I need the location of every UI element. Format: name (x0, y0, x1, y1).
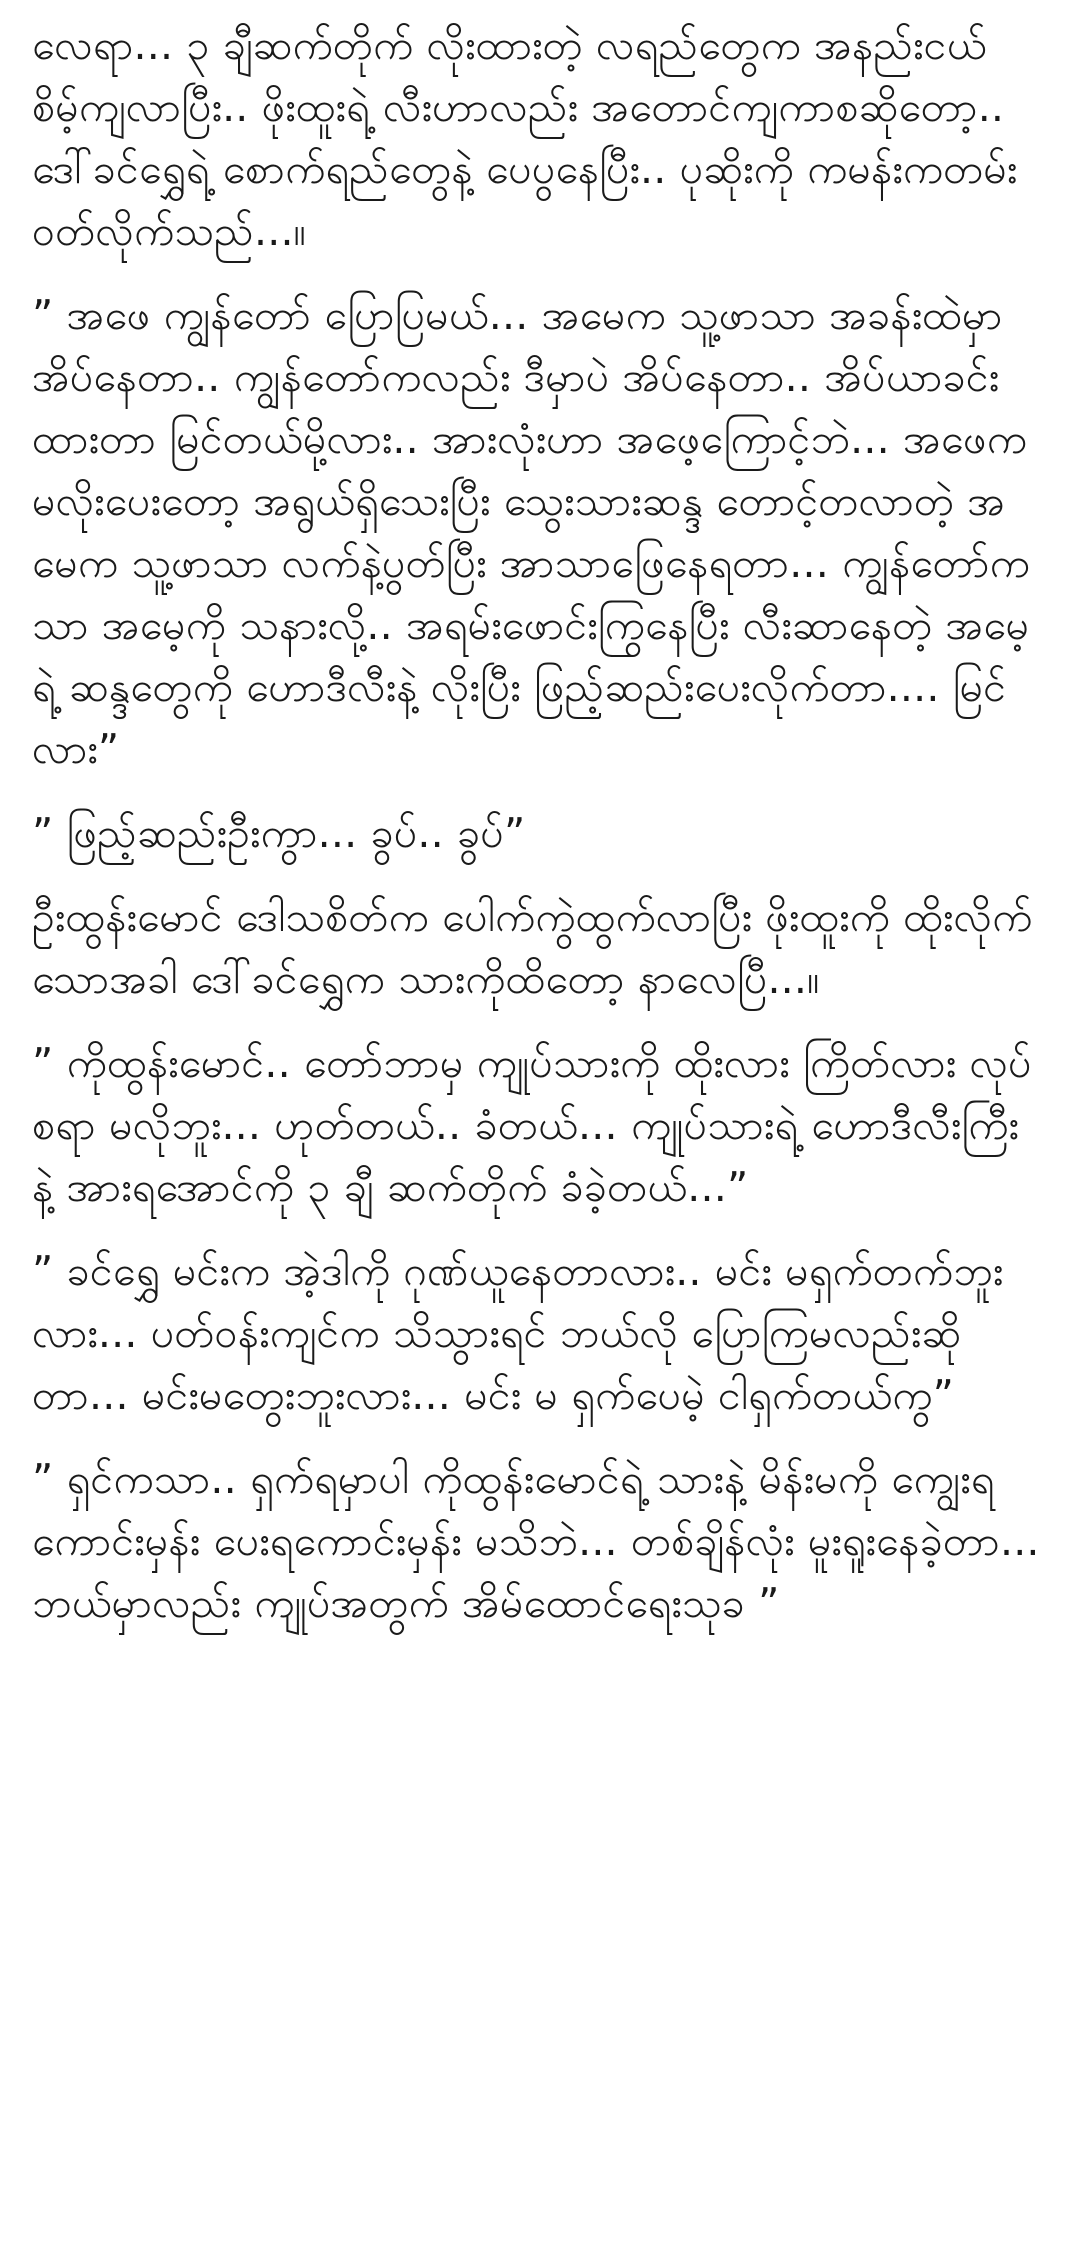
story-paragraph-3: ” ဖြည့်ဆည်းဦးကွာ... ခွပ်.. ခွပ်” (32, 809, 526, 857)
story-paragraph-5: ” ကိုထွန်းမောင်.. တော်ဘာမှ ကျုပ်သားကို ထိုးလား ကြိတ်လား လုပ်စရာ မလိုဘူး... ဟုတ်တယ်.. ခံတယ်... ကျုပ်သားရဲ့ ဟောဒီလီးကြီးနဲ့ အားရအောင်ကို ၃ ချီ ဆက်တိုက် ခံခဲ့တယ်...” (32, 1039, 1032, 1211)
story-paragraph-7: ” ရှင်ကသာ.. ရှက်ရမှာပါ ကိုထွန်းမောင်ရဲ့ သားနဲ့ မိန်းမကို ကျွေးရကောင်းမှန်း ပေးရကောင်းမှန်း မသိဘဲ... တစ်ချိန်လုံး မူးရူးနေခဲ့တာ... ဘယ်မှာလည်း ကျုပ်အတွက် အိမ်ထောင်ရေးသုခ ” (32, 1455, 1040, 1627)
story-paragraph-6: ” ခင်ရွှေ မင်းက အဲ့ဒါကို ဂုဏ်ယူနေတာလား.. မင်း မရှက်တက်ဘူးလား... ပတ်ဝန်းကျင်က သိသွားရင် ဘယ်လို ပြောကြမလည်းဆိုတာ... မင်းမတွေးဘူးလား... မင်း မ ရှက်ပေမဲ့ ငါရှက်တယ်ကွ” (32, 1247, 1004, 1419)
story-paragraph-2: ” အဖေ ကျွန်တော် ပြောပြမယ်... အမေက သူ့ဖာသာ အခန်းထဲမှာ အိပ်နေတာ.. ကျွန်တော်ကလည်း ဒီမှာပဲ အိပ်နေတာ.. အိပ်ယာခင်းထားတာ မြင်တယ်မို့လား.. အားလုံးဟာ အဖေ့ကြောင့်ဘဲ... အဖေက မလိုးပေးတော့ အရွယ်ရှိသေးပြီး သွေးသားဆန္ဒ တောင့်တလာတဲ့ အမေက သူ့ဖာသာ လက်နဲ့ပွတ်ပြီး အာသာဖြေနေရတာ... ကျွန်တော်က သာ အမေ့ကို သနားလို့.. အရမ်းဖောင်းကြွနေပြီး လီးဆာနေတဲ့ အမေ့ရဲ့ ဆန္ဒတွေကို ဟောဒီလီးနဲ့ လိုးပြီး ဖြည့်ဆည်းပေးလိုက်တာ.... မြင်လား” (32, 291, 1030, 773)
story-paragraph-4: ဦးထွန်းမောင် ဒေါသစိတ်က ပေါက်ကွဲထွက်လာပြီး ဖိုးထူးကို ထိုးလိုက်သောအခါ ဒေါ်ခင်ရွှေက သားကိုထိတော့ နာလေပြီ...။ (32, 893, 1033, 1003)
story-paragraph-1: လေရာ... ၃ ချီဆက်တိုက် လိုးထားတဲ့ လရည်တွေက အနည်းငယ် စိမ့်ကျလာပြီး.. ဖိုးထူးရဲ့ လီးဟာလည်း အတောင်ကျကာစဆိုတော့.. ဒေါ်ခင်ရွှေရဲ့ စောက်ရည်တွေနဲ့ ပေပွနေပြီး.. ပုဆိုးကို ကမန်းကတမ်း ဝတ်လိုက်သည်...။ (32, 21, 1018, 255)
